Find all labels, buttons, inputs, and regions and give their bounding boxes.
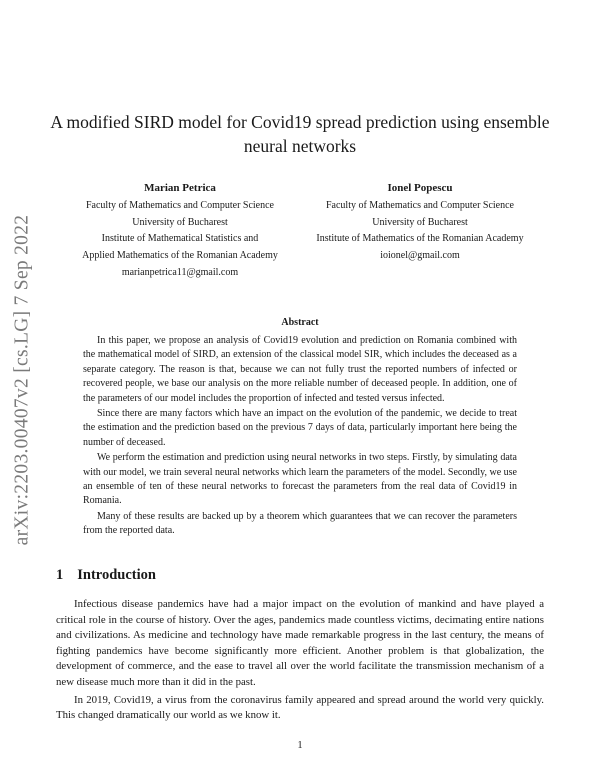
author-name: Marian Petrica bbox=[144, 182, 216, 194]
author-block-1 bbox=[60, 180, 300, 282]
abstract-body bbox=[83, 334, 517, 540]
abstract-paragraph: Many of these results are backed up by a theorem which guarantees that we can recover the parameters from the reported data. bbox=[83, 510, 517, 537]
section-body bbox=[56, 597, 544, 726]
arxiv-identifier: arXiv:2203.00407v2 [cs.LG] 7 Sep 2022 bbox=[11, 214, 33, 546]
abstract-paragraph: We perform the estimation and prediction using neural networks in two steps. Firstly, by simulating data with our model, we train several neural networks which learn the parameters of the model. Secondly, we use an ensemble of ten of these neural networks to forecast the parameters from the real data of Covid19 in Romania. bbox=[83, 452, 517, 507]
body-paragraph: Infectious disease pandemics have had a major impact on the evolution of mankind and have played a critical role in the course of history. Over the ages, pandemics made countless victims, decimating entire nations and civilizations. As medicine and technology have made remarkable progress in the last century, the means of fighting pandemics have become significantly more efficient. Another problem is that globalization, the development of commerce, and the ease to travel all over the world facilitate the transmission mechanism of a new disease much more than it did in the past. bbox=[56, 598, 544, 688]
section-number: 1 bbox=[56, 567, 64, 583]
author-name: Ionel Popescu bbox=[387, 182, 453, 194]
author-affiliation: Faculty of Mathematics and Computer Science bbox=[85, 199, 274, 211]
title-line-2: neural networks bbox=[243, 136, 357, 156]
author-affiliation: University of Bucharest bbox=[132, 216, 228, 228]
author-affiliation: Institute of Mathematics of the Romanian Academy bbox=[316, 233, 524, 245]
author-affiliation: University of Bucharest bbox=[372, 216, 468, 228]
body-paragraph: In 2019, Covid19, a virus from the coronavirus family appeared and spread around the world very quickly. This changed dramatically our world as we know it. bbox=[56, 693, 544, 722]
author-email: ioionel@gmail.com bbox=[380, 250, 460, 262]
author-email: marianpetrica11@gmail.com bbox=[121, 266, 239, 278]
title-line-1: A modified SIRD model for Covid19 spread prediction using ensemble bbox=[50, 112, 550, 132]
section-heading bbox=[56, 567, 156, 584]
author-affiliation: Institute of Mathematical Statistics and bbox=[101, 233, 259, 245]
paper-title bbox=[50, 110, 550, 158]
author-block-2 bbox=[300, 180, 540, 265]
abstract-heading: Abstract bbox=[281, 317, 319, 328]
author-affiliation: Faculty of Mathematics and Computer Science bbox=[325, 199, 514, 211]
author-affiliation: Applied Mathematics of the Romanian Academy bbox=[82, 250, 278, 262]
page-number: 1 bbox=[297, 740, 303, 751]
arxiv-stamp bbox=[4, 210, 40, 550]
abstract-paragraph: In this paper, we propose an analysis of Covid19 evolution and prediction on Romania combined with the mathematical model of SIRD, an extension of the classical model SIR, which includes the deceased as a separate category. The reason is that, because we can not fully trust the reported numbers of infected or recovered people, we base our analysis on the more reliable number of deceased people. In addition, one of the parameters of our model includes the proportion of infected and tested versus infected. bbox=[83, 335, 517, 404]
abstract-paragraph: Since there are many factors which have an impact on the evolution of the pandemic, we decide to treat the estimation and the prediction based on the previous 7 days of data, particularly important here being the number of deceased. bbox=[83, 408, 517, 448]
section-title: Introduction bbox=[77, 567, 156, 583]
